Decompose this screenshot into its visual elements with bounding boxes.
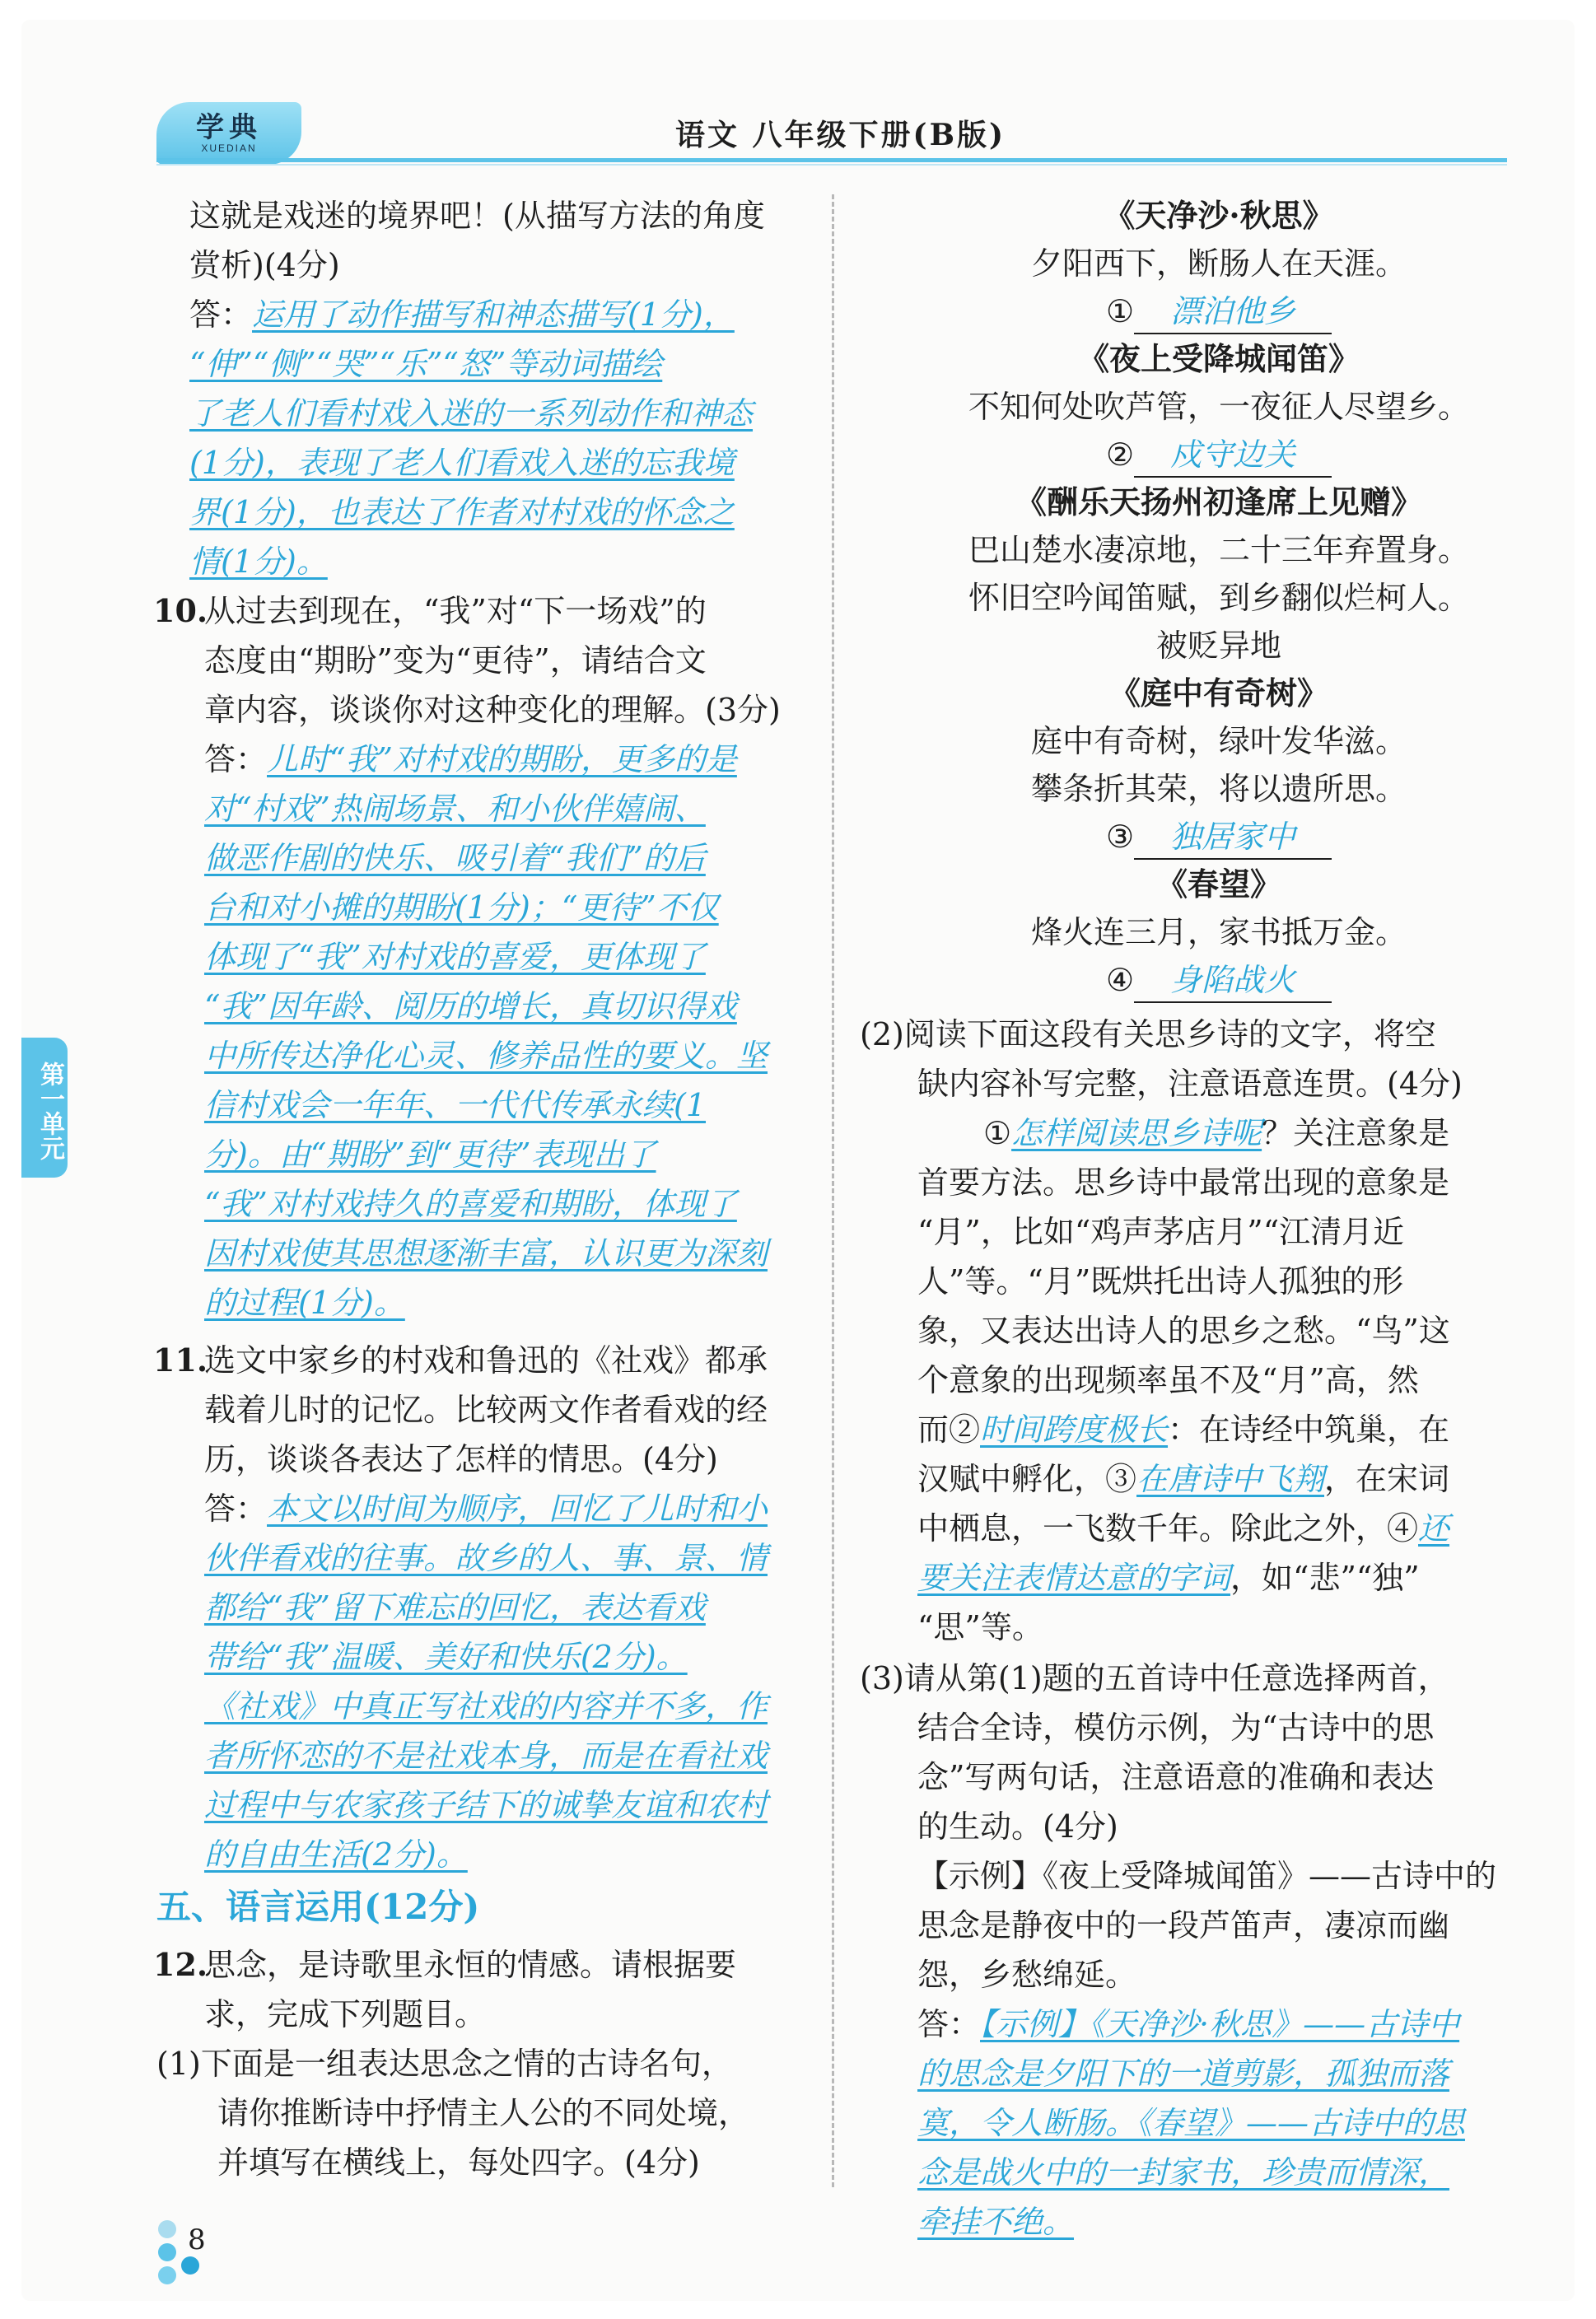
header-rule-thin	[156, 164, 1507, 166]
q12-part2-line: 缺内容补写完整，注意语意连贯。(4分)	[917, 1066, 1463, 1102]
q11-answer-line: 伙伴看戏的往事。故乡的人、事、景、情	[204, 1540, 768, 1576]
q10-answer-line: 体现了“我”对村戏的喜爱，更体现了	[204, 939, 706, 975]
q10-answer-line: 信村戏会一年年、一代代传承永续(1	[204, 1087, 707, 1123]
q12-stem-line: 求，完成下列题目。	[204, 1996, 487, 2032]
blank-answer: 时间跨度极长	[980, 1411, 1169, 1448]
q12-stem-line: 思念，是诗歌里永恒的情感。请根据要	[204, 1947, 737, 1983]
q9-answer-line: 界(1分)，也表达了作者对村戏的怀念之	[189, 494, 735, 530]
q9-answer-line: “伸”“侧”“哭”“乐”“怒”等动词描绘	[189, 346, 663, 382]
q10-answer-line: 的过程(1分)。	[204, 1285, 405, 1321]
passage-text: ，在宋词	[1324, 1461, 1450, 1497]
header-rule	[156, 158, 1507, 162]
blank-number: ①	[1105, 293, 1135, 329]
q11-answer-line: 《社戏》中真正写社戏的内容并不多，作	[204, 1688, 768, 1724]
poem-line: 烽火连三月，家书抵万金。	[1030, 914, 1407, 950]
question-number: 10.	[153, 592, 208, 629]
column-divider	[832, 194, 834, 2187]
passage-line: 象，又表达出诗人的思乡之愁。“鸟”这	[917, 1313, 1450, 1349]
blank-number: ②	[1105, 436, 1135, 473]
p3-answer-line	[917, 2003, 1459, 2046]
blank-answer: 独居家中	[1134, 815, 1332, 860]
poem-line: 不知何处吹芦管，一夜征人尽望乡。	[968, 389, 1469, 425]
hexagon-dot	[181, 2256, 199, 2275]
q12-part1-line: 请你推断诗中抒情主人公的不同处境，	[217, 2095, 750, 2131]
poem-title: 《酬乐天扬州初逢席上见赠》	[1015, 483, 1422, 520]
answer-blank-row	[906, 959, 1532, 1003]
example-line: 思念是静夜中的一段芦笛声，凄凉而幽	[917, 1907, 1450, 1943]
question-number: 12.	[153, 1946, 208, 1983]
passage-line: “月”，比如“鸡声茅店月”“江清月近	[917, 1214, 1405, 1250]
logo-subtext: XUEDIAN	[201, 142, 257, 154]
q12-part3-line: 的生动。(4分)	[917, 1808, 1118, 1845]
q12-part3-line: 结合全诗，模仿示例，为“古诗中的思	[917, 1710, 1435, 1746]
passage-text: 而②	[917, 1411, 981, 1448]
passage-line: 个意象的出现频率虽不及“月”高，然	[917, 1362, 1419, 1398]
q9-answer-line	[189, 293, 735, 336]
q9-stem-line: 这就是戏迷的境界吧！(从描写方法的角度	[189, 198, 765, 234]
q11-stem-line: 历，谈谈各表达了怎样的情思。(4分)	[204, 1441, 718, 1477]
poem-title: 《春望》	[1155, 866, 1281, 903]
q11-answer-line: 过程中与农家孩子结下的诚挚友谊和农村	[204, 1787, 768, 1823]
blank-answer: 漂泊他乡	[1134, 290, 1332, 334]
passage-line: 人”等。“月”既烘托出诗人孤独的形	[917, 1263, 1404, 1299]
answer-text: 儿时“我”对村戏的期盼，更多的是	[267, 741, 737, 777]
q12-part2-line: (2)阅读下面这段有关思乡诗的文字，将空	[860, 1016, 1436, 1052]
q10-answer-line: 分)。由“期盼”到“更待”表现出了	[204, 1136, 656, 1173]
q10-stem-line: 章内容，谈谈你对这种变化的理解。(3分)	[204, 692, 781, 728]
q10-answer-line	[204, 738, 737, 781]
answer-text: 运用了动作描写和神态描写(1分)，	[252, 296, 735, 333]
passage-line: 首要方法。思乡诗中最常出现的意象是	[917, 1164, 1450, 1201]
answer-blank-row	[906, 290, 1532, 334]
answer-prefix: 答：	[204, 1491, 268, 1527]
poem-title: 《天净沙·秋思》	[1104, 197, 1334, 234]
passage-line	[917, 1408, 1449, 1451]
passage-line	[983, 1112, 1449, 1155]
answer-prefix: 答：	[204, 741, 268, 777]
passage-text: 中栖息，一飞数千年。除此之外，④	[917, 1510, 1419, 1547]
blank-number: ④	[1105, 962, 1135, 998]
q9-answer-line: 了老人们看村戏入迷的一系列动作和神态	[189, 395, 754, 432]
passage-text: ？关注意象是	[1262, 1115, 1450, 1151]
answer-prefix: 答：	[189, 296, 253, 333]
q10-answer-line: “我”因年龄、阅历的增长，真切识得戏	[204, 988, 737, 1024]
q12-part1-line: 并填写在横线上，每处四字。(4分)	[217, 2144, 700, 2181]
hexagon-dot	[158, 2266, 176, 2284]
blank-answer: 戍守边关	[1134, 433, 1332, 478]
p3-answer-line: 牵挂不绝。	[917, 2204, 1075, 2240]
q12-part1-line: (1)下面是一组表达思念之情的古诗名句，	[156, 2046, 733, 2082]
q10-answer-line: 台和对小摊的期盼(1分)；“更待”不仅	[204, 889, 719, 926]
poem-line: 攀条折其荣，将以遗所思。	[1030, 771, 1407, 807]
passage-text: ，如“悲”“独”	[1230, 1560, 1420, 1596]
q10-stem-line: 态度由“期盼”变为“更待”，请结合文	[204, 642, 707, 679]
example-line: 【示例】《夜上受降城闻笛》——古诗中的	[917, 1858, 1497, 1894]
q9-stem-line: 赏析)(4分)	[189, 247, 340, 283]
blank-answer: 还	[1418, 1510, 1450, 1547]
p3-answer-line: 寞，令人断肠。《春望》——古诗中的思	[917, 2105, 1466, 2141]
book-title: 语文 八年级下册(B版)	[675, 118, 1006, 152]
q10-answer-line: 对“村戏”热闹场景、和小伙伴嬉闹、	[204, 791, 706, 827]
passage-line: “思”等。	[917, 1609, 1043, 1645]
passage-line	[917, 1458, 1449, 1500]
answer-text: 本文以时间为顺序，回忆了儿时和小	[267, 1491, 768, 1527]
q11-answer-line: 的自由生活(2分)。	[204, 1836, 468, 1873]
blank-answer: 要关注表情达意的字词	[917, 1560, 1231, 1596]
poem-line: 巴山楚水凄凉地，二十三年弃置身。	[968, 532, 1469, 568]
q12-part3-line: (3)请从第(1)题的五首诗中任意选择两首，	[860, 1660, 1449, 1696]
blank-number: ③	[1105, 819, 1135, 855]
passage-line	[917, 1556, 1420, 1599]
p3-answer-line: 的思念是夕阳下的一道剪影，孤独而落	[917, 2055, 1450, 2092]
passage-text: 汉赋中孵化，③	[917, 1461, 1137, 1497]
p3-answer-line: 念是战火中的一封家书，珍贵而情深，	[917, 2154, 1450, 2191]
logo-text: 学典	[196, 111, 262, 144]
poem-situation: 被贬异地	[1155, 628, 1281, 664]
poem-title: 《夜上受降城闻笛》	[1077, 340, 1360, 377]
q10-stem-line: 从过去到现在，“我”对“下一场戏”的	[204, 593, 707, 629]
hexagon-dot	[158, 2220, 176, 2238]
answer-blank-row	[906, 433, 1532, 478]
q12-part3-line: 念”写两句话，注意语意的准确和表达	[917, 1759, 1435, 1795]
q10-answer-line: 因村戏使其思想逐渐丰富，认识更为深刻	[204, 1235, 768, 1271]
blank-number: ①	[983, 1115, 1012, 1151]
poem-title: 《庭中有奇树》	[1108, 674, 1328, 712]
q9-answer-line: (1分)，表现了老人们看戏入迷的忘我境	[189, 445, 735, 481]
q11-stem-line: 选文中家乡的村戏和鲁迅的《社戏》都承	[204, 1342, 768, 1379]
question-number: 11.	[153, 1341, 208, 1379]
unit-side-tab: 第一单元	[21, 1038, 68, 1178]
publisher-logo	[156, 102, 301, 165]
q9-answer-line: 情(1分)。	[189, 544, 328, 580]
q10-answer-line: “我”对村戏持久的喜爱和期盼，体现了	[204, 1186, 737, 1222]
answer-text: 【示例】《天净沙·秋思》——古诗中	[980, 2006, 1460, 2042]
poem-line: 夕阳西下，断肠人在天涯。	[1030, 245, 1407, 282]
poem-line: 庭中有奇树，绿叶发华滋。	[1030, 723, 1407, 759]
poem-line: 怀旧空吟闻笛赋，到乡翻似烂柯人。	[968, 580, 1469, 616]
passage-text: ：在诗经中筑巢，在	[1168, 1411, 1450, 1448]
q10-answer-line: 做恶作剧的快乐、吸引着“我们”的后	[204, 840, 706, 876]
passage-line	[917, 1507, 1449, 1550]
q11-answer-line: 都给“我”留下难忘的回忆，表达看戏	[204, 1589, 706, 1626]
hexagon-dot	[158, 2243, 176, 2261]
q11-answer-line: 者所怀恋的不是社戏本身，而是在看社戏	[204, 1738, 768, 1774]
answer-blank-row	[906, 815, 1532, 860]
q11-stem-line: 载着儿时的记忆。比较两文作者看戏的经	[204, 1392, 768, 1428]
blank-answer: 怎样阅读思乡诗呢	[1011, 1115, 1262, 1151]
example-line: 怨，乡愁绵延。	[917, 1957, 1137, 1993]
section-heading: 五、语言运用(12分)	[156, 1887, 480, 1927]
q11-answer-line: 带给“我”温暖、美好和快乐(2分)。	[204, 1639, 688, 1675]
q11-answer-line	[204, 1487, 768, 1530]
q10-answer-line: 中所传达净化心灵、修养品性的要义。坚	[204, 1038, 768, 1074]
blank-answer: 在唐诗中飞翔	[1136, 1461, 1325, 1497]
answer-prefix: 答：	[917, 2006, 981, 2042]
blank-answer: 身陷战火	[1134, 959, 1332, 1003]
page-number: 8	[188, 2223, 206, 2256]
